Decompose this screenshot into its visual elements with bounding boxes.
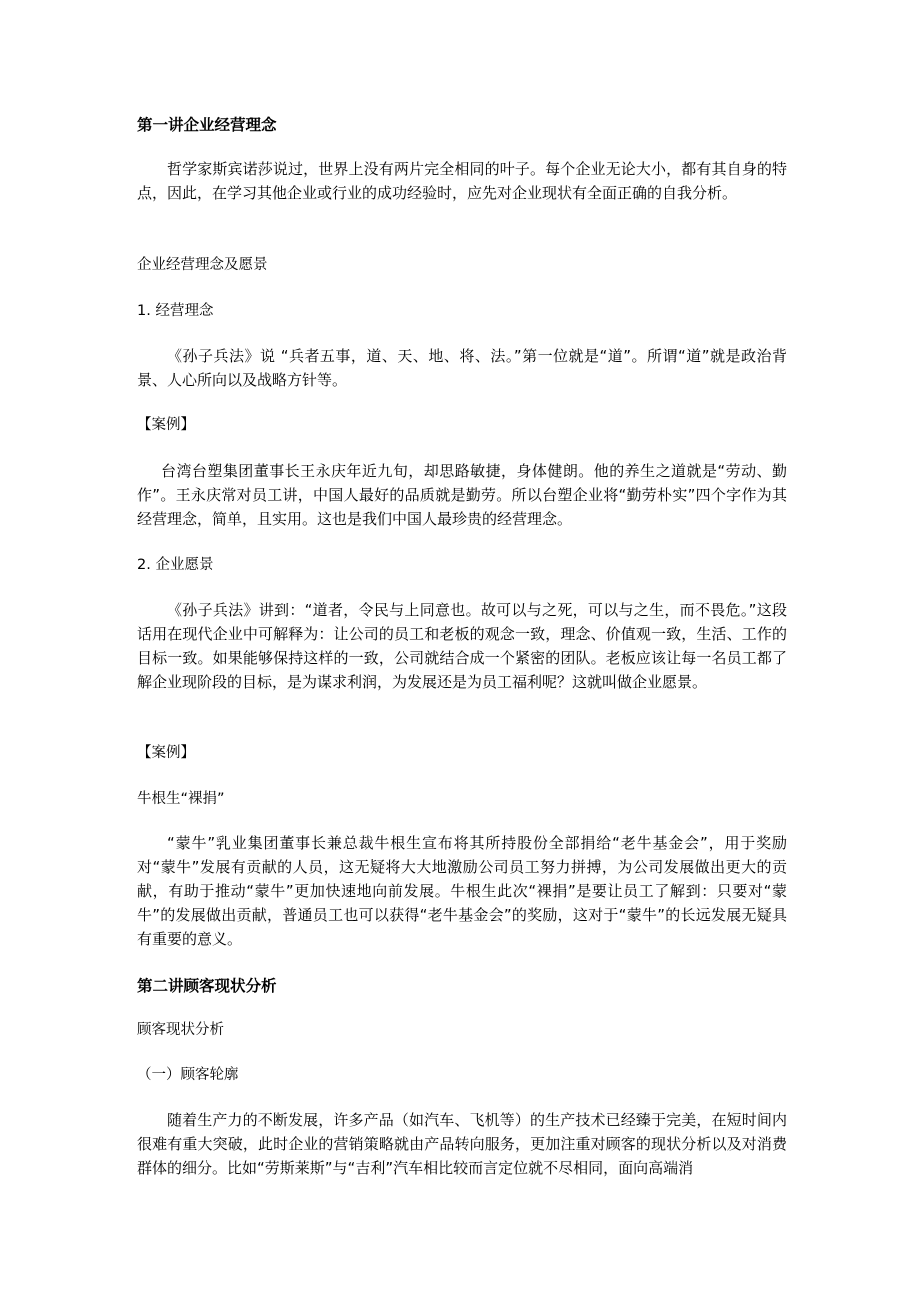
subheading-business-philosophy: 1. 经营理念 [137, 303, 214, 319]
paragraph-sunzi-vision: 《孙子兵法》讲到：“道者，令民与上同意也。故可以与之死，可以与之生，而不畏危。”这段话用在现代企业中可解释为：让公司的员工和老板的观念一致，理念、价值观一致，生活、工作的目标一致。如果能够保持这样的一致，公司就结合成一个紧密的团队。老板应该让每一名员工都了解企业现阶段的目标，是为谋求利润，为发展还是为员工福利呢？这就叫做企业愿景。 [137, 601, 787, 691]
paragraph-mengniu-case: “蒙牛”乳业集团董事长兼总裁牛根生宣布将其所持股份全部捐给“老牛基金会”，用于奖励对“蒙牛”发展有贡献的人员，这无疑将大大地激励公司员工努力拼搏，为公司发展做出更大的贡献，有助于推动“蒙牛”更加快速地向前发展。牛根生此次“裸捐”是要让员工了解到：只要对“蒙牛”的发展做出贡献，普通员工也可以获得“老牛基金会”的奖励，这对于“蒙牛”的长远发展无疑具有重要的意义。 [137, 834, 787, 948]
case-title-niu-gensheng: 牛根生“裸捐” [137, 791, 225, 807]
case-label-2: 【案例】 [137, 745, 195, 761]
heading-lecture-1: 第一讲企业经营理念 [137, 116, 277, 134]
heading-lecture-2: 第二讲顾客现状分析 [137, 977, 277, 995]
paragraph-intro: 哲学家斯宾诺莎说过，世界上没有两片完全相同的叶子。每个企业无论大小，都有其自身的特点，因此，在学习其他企业或行业的成功经验时，应先对企业现状有全面正确的自我分析。 [137, 160, 787, 202]
paragraph-formosa-case: 台湾台塑集团董事长王永庆年近九旬，却思路敏捷，身体健朗。他的养生之道就是“劳动、勤作”。王永庆常对员工讲，中国人最好的品质就是勤劳。所以台塑企业将“勤劳朴实”四个字作为其经营理念，简单，且实用。这也是我们中国人最珍贵的经营理念。 [137, 462, 787, 528]
subheading-corporate-vision: 2. 企业愿景 [137, 557, 214, 573]
subheading-customer-profile: （一）顾客轮廓 [137, 1067, 239, 1083]
subheading-customer-analysis: 顾客现状分析 [137, 1022, 224, 1038]
paragraph-customer-profile: 随着生产力的不断发展，许多产品（如汽车、飞机等）的生产技术已经臻于完美，在短时间内很难有重大突破，此时企业的营销策略就由产品转向服务，更加注重对顾客的现状分析以及对消费群体的细分。比如“劳斯莱斯”与“吉利”汽车相比较而言定位就不尽相同，面向高端消 [137, 1111, 787, 1177]
subheading-concept-vision: 企业经营理念及愿景 [137, 257, 268, 273]
paragraph-sunzi-dao: 《孙子兵法》说 “兵者五事，道、天、地、将、法。”第一位就是“道”。所谓“道”就是政治背景、人心所向以及战略方针等。 [137, 347, 787, 389]
case-label-1: 【案例】 [137, 417, 195, 433]
